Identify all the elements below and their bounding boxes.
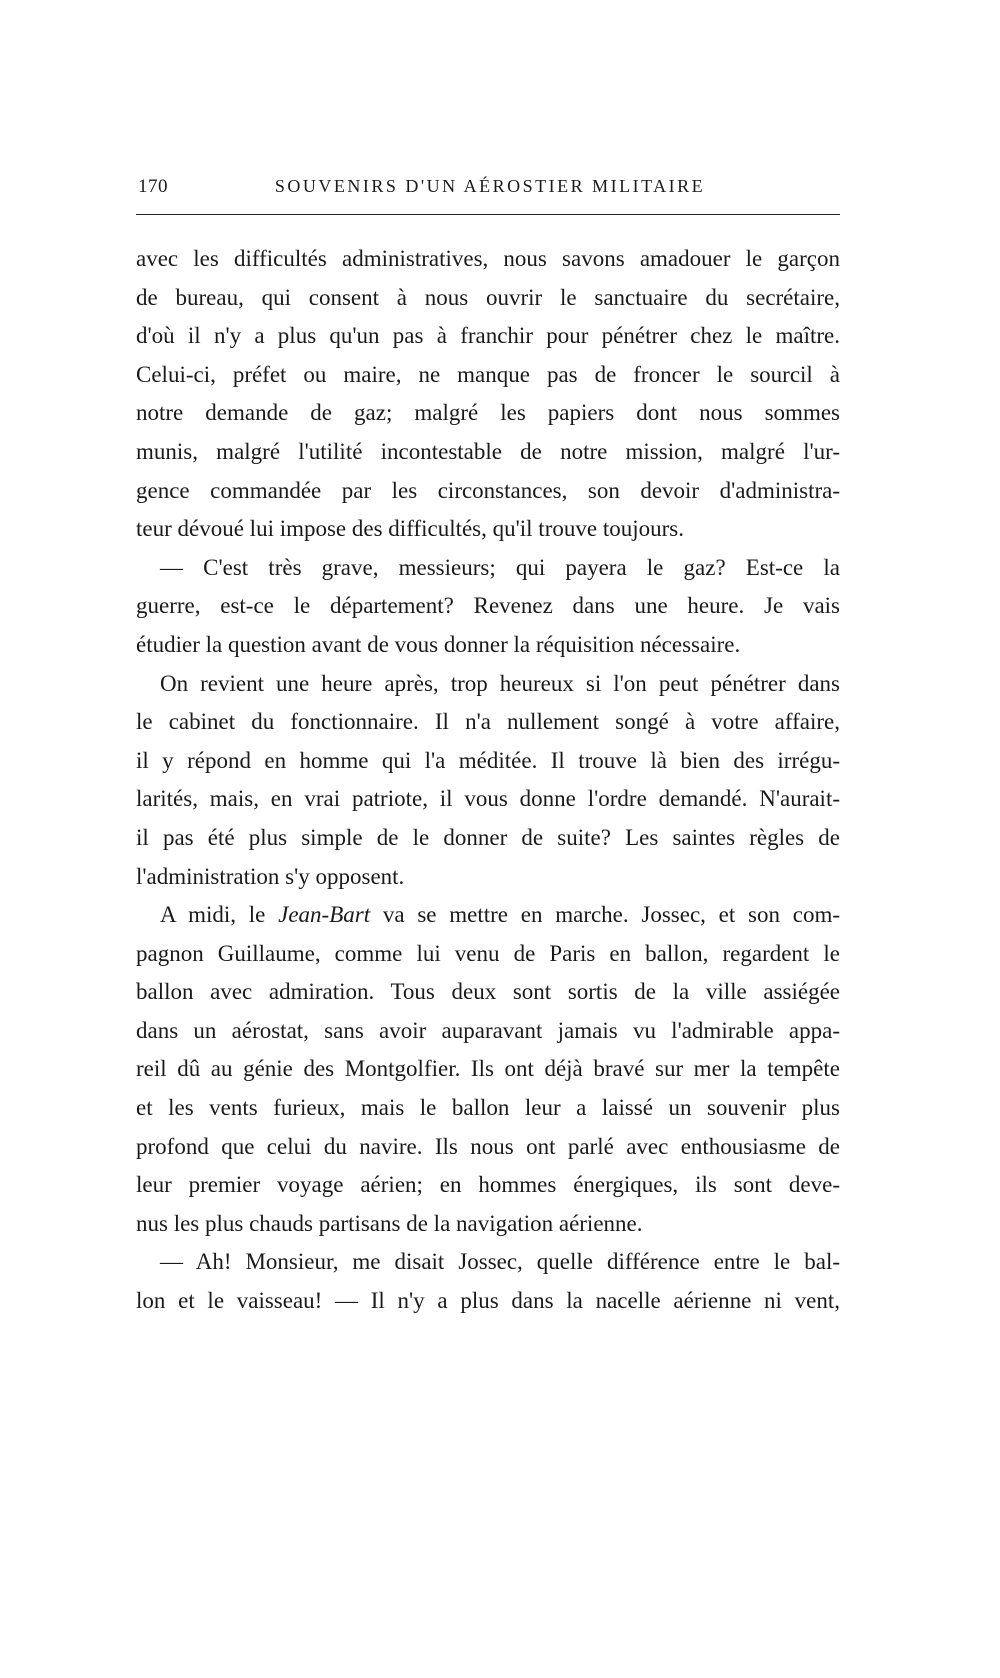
text-line: pagnon Guillaume, comme lui venu de Paris en ballon, regardent le [136, 940, 840, 966]
text-line: l'administration s'y opposent. [136, 863, 405, 889]
text-line: — C'est très grave, messieurs; qui payera le gaz? Est-ce la [160, 554, 840, 580]
running-title: SOUVENIRS D'UN AÉROSTIER MILITAIRE [274, 176, 706, 196]
text-line: étudier la question avant de vous donner la réquisition nécessaire. [136, 631, 741, 657]
text-line: munis, malgré l'utilité incontestable de notre mission, malgré l'ur- [136, 438, 840, 464]
text-line: le cabinet du fonctionnaire. Il n'a nullement songé à votre affaire, [136, 709, 840, 735]
text-line: On revient une heure après, trop heureux si l'on peut pénétrer dans [160, 670, 840, 696]
text-line: d'où il n'y a plus qu'un pas à franchir pour pénétrer chez le maître. [136, 323, 840, 349]
text-line: avec les difficultés administratives, nous savons amadouer le garçon [136, 246, 840, 271]
text-line: ballon avec admiration. Tous deux sont sortis de la ville assiégée [136, 979, 840, 1005]
text-line: teur dévoué lui impose des difficultés, qu'il trouve toujours. [136, 516, 684, 542]
text-line: notre demande de gaz; malgré les papiers dont nous sommes [136, 400, 840, 426]
text-line: profond que celui du navire. Ils nous ont parlé avec enthousiasme de [136, 1133, 840, 1159]
text-line: dans un aérostat, sans avoir auparavant jamais vu l'admirable appa- [136, 1017, 840, 1043]
body-text [136, 240, 840, 1321]
text-line: gence commandée par les circonstances, son devoir d'administra- [136, 477, 840, 503]
text-line: guerre, est-ce le département? Revenez dans une heure. Je vais [136, 593, 840, 619]
text-line: leur premier voyage aérien; en hommes énergiques, ils sont deve- [136, 1172, 840, 1198]
text-fragment: va se mettre en marche. Jossec, et son com- [370, 902, 840, 928]
text-line: de bureau, qui consent à nous ouvrir le sanctuaire du secrétaire, [136, 284, 840, 310]
text-line: larités, mais, en vrai patriote, il vous donne l'ordre demandé. N'aurait- [136, 786, 840, 812]
text-line [136, 896, 840, 935]
text-line: il y répond en homme qui l'a méditée. Il trouve là bien des irrégu- [136, 747, 840, 773]
text-fragment: A midi, le [160, 902, 279, 928]
text-line: lon et le vaisseau! — Il n'y a plus dans la nacelle aérienne ni vent, [136, 1288, 840, 1314]
text-line: — Ah! Monsieur, me disait Jossec, quelle différence entre le bal- [160, 1249, 840, 1275]
text-line: il pas été plus simple de le donner de suite? Les saintes règles de [136, 824, 840, 850]
running-head [138, 176, 838, 204]
header-rule [136, 214, 840, 215]
page-number: 170 [138, 176, 168, 197]
text-line: nus les plus chauds partisans de la navigation aérienne. [136, 1210, 643, 1236]
text-line: reil dû au génie des Montgolfier. Ils ont déjà bravé sur mer la tempête [136, 1056, 840, 1082]
ship-name: Jean-Bart [278, 902, 371, 928]
text-line: et les vents furieux, mais le ballon leur a laissé un souvenir plus [136, 1095, 840, 1121]
text-line: Celui-ci, préfet ou maire, ne manque pas de froncer le sourcil à [136, 361, 840, 387]
